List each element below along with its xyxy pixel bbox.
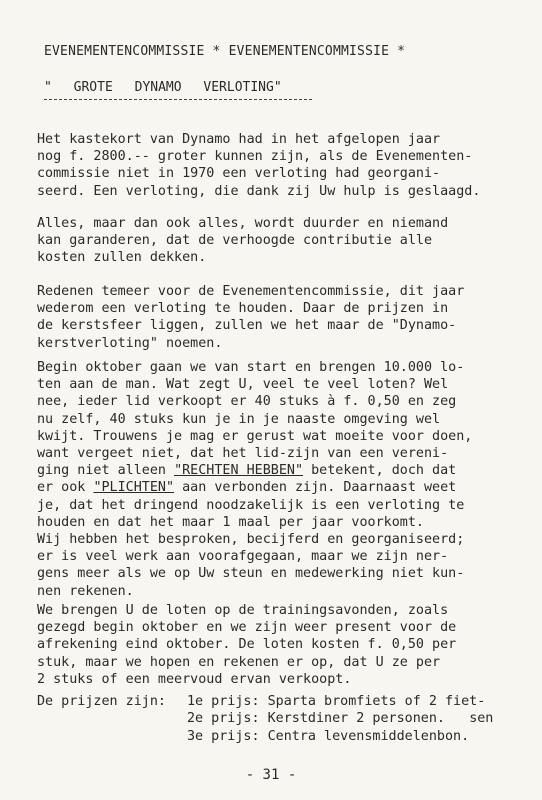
text-line-mixed bbox=[37, 479, 512, 496]
text-line: kosten zullen dekken. bbox=[37, 250, 207, 266]
subtitle-underline bbox=[44, 99, 312, 100]
text-line: er is veel werk aan voorafgegaan, maar we zijn ner- bbox=[37, 549, 449, 565]
prize-row-3 bbox=[37, 728, 493, 745]
prize-row-1 bbox=[37, 693, 493, 710]
underlined-phrase-duties: "PLICHTEN" bbox=[93, 480, 175, 496]
paragraph-2 bbox=[37, 215, 512, 267]
text-line: Begin oktober gaan we van start en brengen 10.000 lo- bbox=[37, 360, 465, 375]
text-line: kerstverloting" noemen. bbox=[37, 335, 223, 351]
prize-text: Sparta bromfiets of 2 fiet- bbox=[267, 694, 486, 709]
text-line: de kerstsfeer liggen, zullen we het maar de "Dynamo- bbox=[37, 318, 457, 334]
paragraph-3 bbox=[37, 283, 512, 352]
text-fragment: er ook bbox=[37, 480, 86, 496]
text-fragment: betekent, doch dat bbox=[311, 463, 457, 479]
text-line: commissie niet in 1970 een verloting had georgani- bbox=[37, 166, 441, 182]
text-line: We brengen U de loten op de trainingsavonden, zoals bbox=[37, 603, 449, 618]
text-line-mixed bbox=[37, 462, 512, 479]
text-line: 2 stuks of een meervoud ervan verkoopt. bbox=[37, 671, 352, 687]
prize-label: 2e prijs: bbox=[187, 711, 260, 727]
text-line: stuk, maar we hopen en rekenen er op, dat U ze per bbox=[37, 654, 441, 670]
text-line: Het kastekort van Dynamo had in het afgelopen jaar bbox=[37, 132, 441, 147]
text-line: Wij hebben het besproken, becijferd en georganiseerd; bbox=[37, 532, 465, 548]
text-line: nog f. 2800.-- groter kunnen zijn, als de Evenementen- bbox=[37, 149, 473, 165]
prize-label: 3e prijs: bbox=[187, 728, 260, 744]
subtitle-text: " GROTE DYNAMO VERLOTING" bbox=[44, 80, 282, 95]
text-line: Alles, maar dan ook alles, wordt duurder en niemand bbox=[37, 216, 449, 231]
text-line: nen rekenen. bbox=[37, 583, 134, 599]
text-line: nu zelf, 40 stuks kun je in je naaste omgeving wel bbox=[37, 411, 441, 427]
prize-text: Kerstdiner 2 personen. bbox=[267, 711, 445, 727]
text-line: kan garanderen, dat de verhoogde contributie alle bbox=[37, 233, 433, 249]
text-line: want vergeet niet, dat het lid-zijn van een vereni- bbox=[37, 446, 449, 462]
text-fragment: ging niet alleen bbox=[37, 463, 166, 479]
prize-text-continuation: sen bbox=[469, 711, 494, 727]
text-line: kwijt. Trouwens je mag er gerust wat moeite voor doen, bbox=[37, 428, 473, 444]
prize-list bbox=[37, 693, 493, 745]
page-subtitle bbox=[44, 80, 282, 95]
text-line: je, dat het dringend noodzakelijk is een verloting te bbox=[37, 497, 465, 513]
prize-row-2 bbox=[37, 710, 493, 727]
page-header: EVENEMENTENCOMMISSIE * EVENEMENTENCOMMISSIE * bbox=[44, 44, 406, 59]
paragraph-4 bbox=[37, 359, 512, 600]
text-line: gens meer als we op Uw steun en medewerking niet kun- bbox=[37, 566, 465, 582]
text-line: afrekening eind oktober. De loten kosten f. 0,50 per bbox=[37, 637, 457, 653]
text-line: nee, ieder lid verkoopt er 40 stuks à f. 0,50 en zeg bbox=[37, 394, 457, 410]
underlined-phrase-rights: "RECHTEN HEBBEN" bbox=[174, 463, 304, 479]
text-fragment: aan verbonden zijn. Daarnaast weet bbox=[182, 480, 457, 496]
text-line: wederom een verloting te houden. Daar de prijzen in bbox=[37, 301, 449, 317]
prizes-intro: De prijzen zijn: bbox=[37, 694, 166, 709]
text-line: houden en dat het maar 1 maal per jaar voorkomt. bbox=[37, 514, 424, 530]
paragraph-5 bbox=[37, 602, 512, 688]
paragraph-1 bbox=[37, 131, 512, 200]
text-line: ten aan de man. Wat zegt U, veel te veel loten? Wel bbox=[37, 377, 449, 393]
page-number: - 31 - bbox=[245, 767, 297, 783]
text-line: Redenen temeer voor de Evenementencommissie, dit jaar bbox=[37, 284, 465, 299]
prize-label: 1e prijs: bbox=[187, 694, 260, 709]
text-line: gezegd begin oktober en we zijn weer present voor de bbox=[37, 620, 457, 636]
text-line: seerd. Een verloting, die dank zij Uw hulp is geslaagd. bbox=[37, 183, 481, 199]
prize-text: Centra levensmiddelenbon. bbox=[267, 728, 470, 744]
